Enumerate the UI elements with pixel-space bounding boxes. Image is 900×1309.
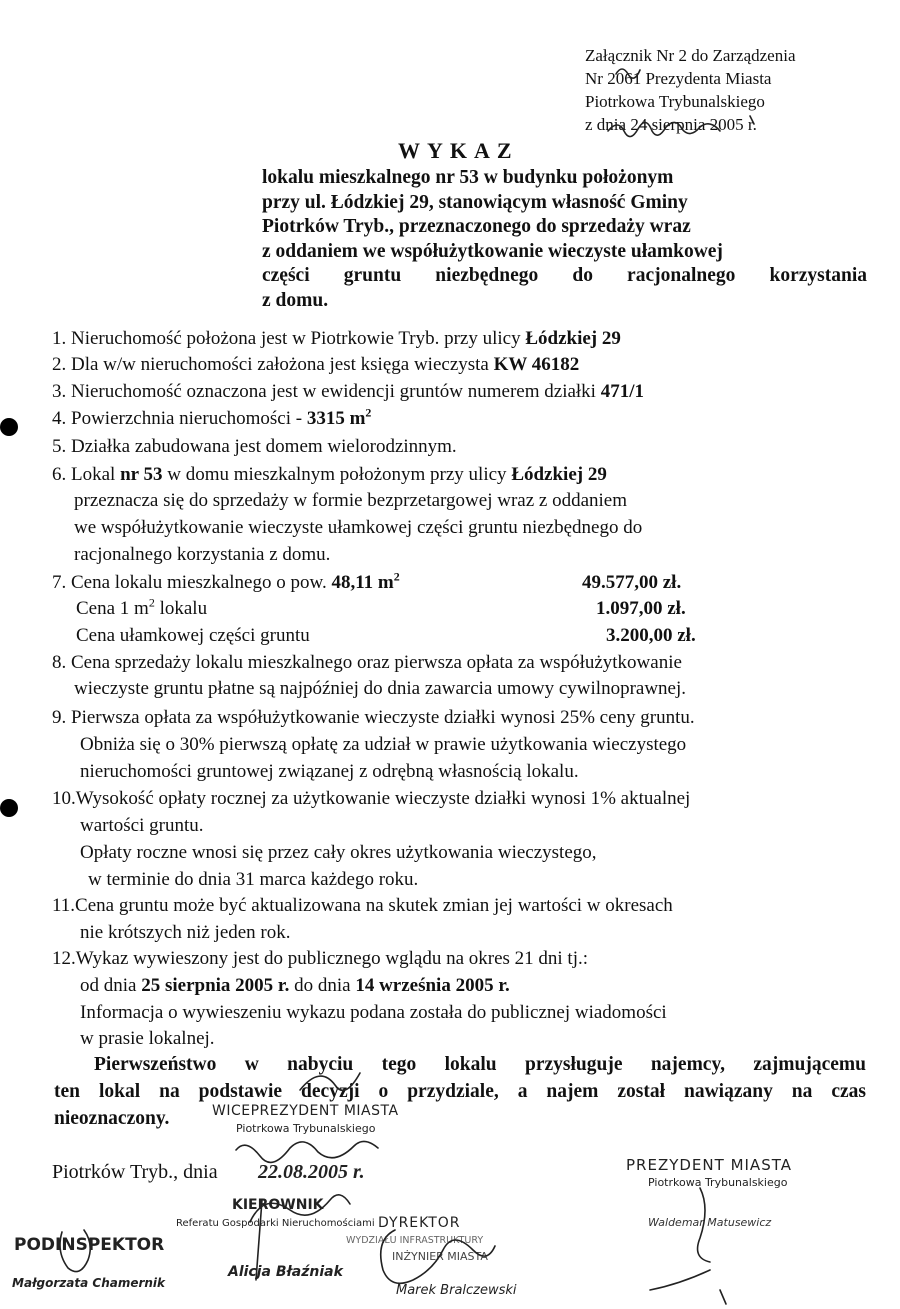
annex-line-3: Piotrkowa Trybunalskiego: [585, 92, 765, 111]
president-stamp-subtitle: Piotrkowa Trybunalskiego: [648, 1176, 788, 1189]
subject-line: z domu.: [262, 289, 329, 311]
item-10-line: w terminie do dnia 31 marca każdego roku.: [88, 869, 419, 890]
signature-scribble: [381, 1230, 495, 1283]
inspector-stamp-title: PODINSPEKTOR: [14, 1235, 165, 1255]
item-7c-value: 3.200,00 zł.: [606, 625, 696, 646]
item-11-line: nie krótszych niż jeden rok.: [80, 922, 291, 943]
vice-president-stamp-subtitle: Piotrkowa Trybunalskiego: [236, 1122, 376, 1135]
inspector-stamp-name: Małgorzata Chamernik: [12, 1276, 166, 1290]
signature-scribble: [236, 1141, 378, 1162]
item-8: 8. Cena sprzedaży lokalu mieszkalnego oraz pierwsza opłata za współużytkowanie: [52, 652, 682, 673]
subject-line: części gruntu niezbędnego do racjonalnego korzystania: [262, 265, 867, 286]
item-7b-label: Cena 1 $m^2$ lokalu: [76, 595, 208, 619]
place-date-label: Piotrków Tryb., dnia: [52, 1161, 218, 1183]
signature-scribble: [698, 1188, 710, 1262]
priority-line: ten lokal na podstawie decyzji o przydziale, a najem został nawiązany na czas: [54, 1081, 866, 1102]
signature-scribble: [608, 122, 720, 136]
signature-scribble: [60, 1230, 90, 1272]
subject-line: lokalu mieszkalnego nr 53 w budynku położonym: [262, 167, 674, 188]
director-stamp-name: Marek Bralczewski: [396, 1283, 517, 1298]
item-6-line: racjonalnego korzystania z domu.: [74, 544, 331, 565]
subject-line: przy ul. Łódzkiej 29, stanowiącym własność Gminy: [262, 191, 688, 213]
annex-line-2: Nr 2061 Prezydenta Miasta: [585, 69, 772, 88]
signature-scribble: [616, 69, 640, 78]
manager-stamp-title: KIEROWNIK: [232, 1197, 324, 1213]
item-8-line: wieczyste gruntu płatne są najpóźniej do dnia zawarcia umowy cywilnoprawnej.: [74, 678, 687, 699]
director-stamp-subtitle-2: INŻYNIER MIASTA: [392, 1250, 488, 1263]
vice-president-stamp-title: WICEPREZYDENT MIASTA: [212, 1103, 399, 1119]
priority-line: nieoznaczony.: [54, 1108, 170, 1129]
signature-scribble: [750, 116, 754, 124]
item-1: 1. Nieruchomość położona jest w Piotrkowie Tryb. przy ulicy Łódzkiej 29: [52, 328, 621, 349]
director-stamp-subtitle: WYDZIAŁU INFRASTRUKTURY: [346, 1235, 484, 1246]
manager-stamp-subtitle: Referatu Gospodarki Nieruchomościami: [176, 1218, 375, 1229]
place-date-value: 22.08.2005 r.: [258, 1161, 365, 1183]
annex-line-1: Załącznik Nr 2 do Zarządzenia: [585, 46, 796, 65]
item-6-line: we współużytkowanie wieczyste ułamkowej części gruntu niezbędnego do: [74, 517, 643, 538]
item-6: 6. Lokal nr 53 w domu mieszkalnym położonym przy ulicy Łódzkiej 29: [52, 464, 607, 485]
item-10: 10.Wysokość opłaty rocznej za użytkowanie wieczyste działki wynosi 1% aktualnej: [52, 788, 691, 809]
signature-scribble: [250, 1195, 350, 1222]
item-9-line: nieruchomości gruntowej związanej z odrębną własnością lokalu.: [80, 761, 579, 782]
item-9: 9. Pierwsza opłata za współużytkowanie wieczyste działki wynosi 25% ceny gruntu.: [52, 707, 695, 728]
annex-line-4: z dnia 24 sierpnia 2005 r.: [585, 115, 757, 134]
director-stamp-title: DYREKTOR: [378, 1215, 461, 1231]
item-11: 11.Cena gruntu może być aktualizowana na skutek zmian jej wartości w okresach: [52, 895, 673, 916]
item-7b-value: 1.097,00 zł.: [596, 598, 686, 619]
item-12-line: Informacja o wywieszeniu wykazu podana została do publicznej wiadomości: [80, 1002, 667, 1023]
item-10-line: Opłaty roczne wnosi się przez cały okres użytkowania wieczystego,: [80, 842, 597, 863]
item-12: 12.Wykaz wywieszony jest do publicznego wglądu na okres 21 dni tj.:: [52, 948, 589, 969]
signature-scribble: [300, 1073, 360, 1090]
president-stamp-title: PREZYDENT MIASTA: [626, 1156, 792, 1174]
item-9-line: Obniża się o 30% pierwszą opłatę za udział w prawie użytkowania wieczystego: [80, 734, 687, 755]
item-5: 5. Działka zabudowana jest domem wielorodzinnym.: [52, 436, 457, 457]
document-title: WYKAZ: [398, 138, 519, 163]
item-7-label: 7. Cena lokalu mieszkalnego o pow. 48,11 $m^2$: [52, 569, 400, 593]
item-7c-label: Cena ułamkowej części gruntu: [76, 625, 310, 646]
item-12-dates: od dnia 25 sierpnia 2005 r. do dnia 14 września 2005 r.: [80, 975, 510, 996]
item-10-line: wartości gruntu.: [80, 815, 204, 836]
item-12-line: w prasie lokalnej.: [80, 1028, 215, 1049]
signature-scribble: [720, 1290, 726, 1304]
item-7-value: 49.577,00 zł.: [582, 572, 682, 593]
president-stamp-name: Waldemar Matusewicz: [648, 1216, 772, 1229]
item-6-line: przeznacza się do sprzedaży w formie bezprzetargowej wraz z oddaniem: [74, 490, 627, 511]
signature-scribble: [650, 1270, 710, 1290]
manager-stamp-name: Alicja Błaźniak: [228, 1264, 343, 1280]
priority-line: Pierwszeństwo w nabyciu tego lokalu przysługuje najemcy, zajmującemu: [94, 1054, 866, 1075]
item-3: 3. Nieruchomość oznaczona jest w ewidencji gruntów numerem działki 471/1: [52, 381, 644, 402]
subject-line: z oddaniem we współużytkowanie wieczyste ułamkowej: [262, 240, 723, 262]
item-2: 2. Dla w/w nieruchomości założona jest księga wieczysta KW 46182: [52, 354, 580, 375]
item-4: 4. Powierzchnia nieruchomości - 3315 $m^2$: [52, 405, 372, 429]
subject-line: Piotrków Tryb., przeznaczonego do sprzedaży wraz: [262, 216, 691, 237]
